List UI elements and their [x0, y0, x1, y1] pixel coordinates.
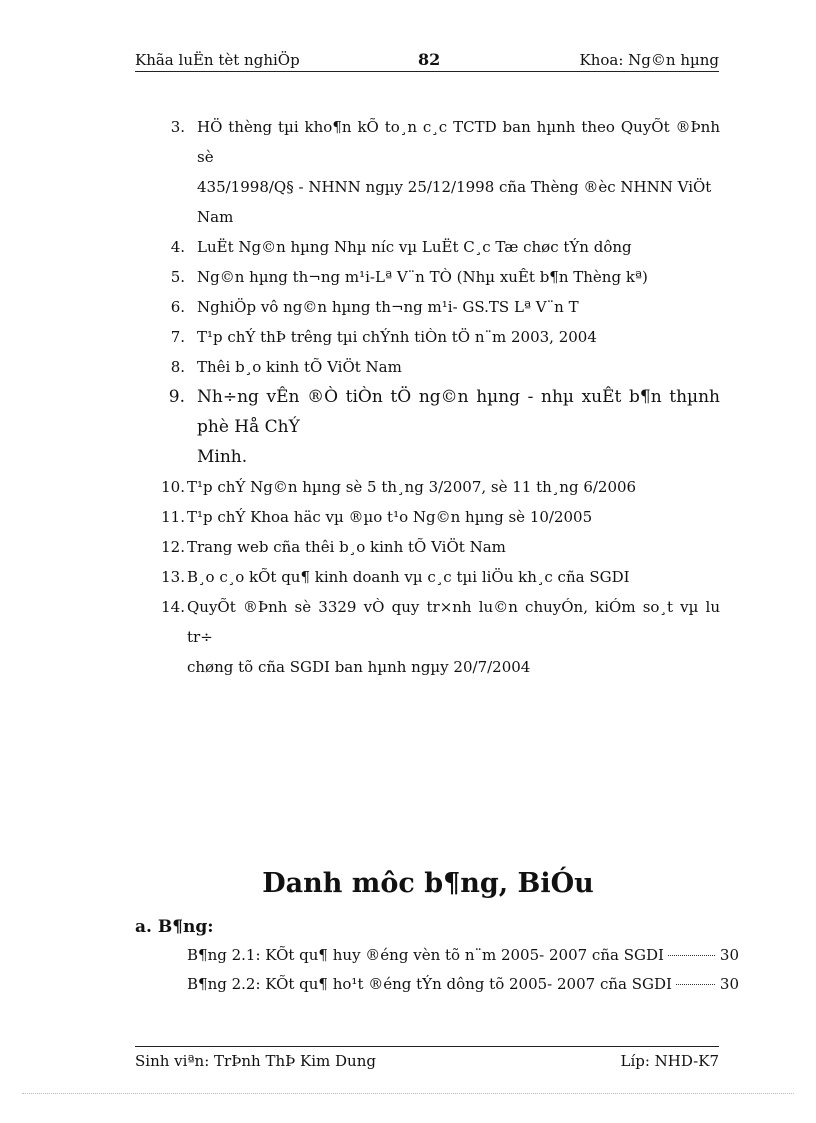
toc-entry-page: 30: [719, 946, 739, 964]
reference-item: 10. T¹p chÝ Ng©n hµng sè 5 th¸ng 3/2007, sè 11 th¸ng 6/2006: [161, 478, 637, 496]
reference-item: 14. QuyÕt ®Þnh sè 3329 vÒ quy tr×nh lu©n chuyÓn, kiÓm so¸t vµ lu tr÷ chøng tõ cña SGDI ban hµnh ngµy 20/7/2004: [161, 598, 720, 676]
page-header: [135, 49, 719, 72]
reference-item: 8. Thêi b¸o kinh tÕ ViÖt Nam: [170, 358, 402, 376]
toc-entry-label: B¶ng 2.1: KÕt qu¶ huy ®éng vèn tõ n¨m 2005- 2007 cña SGDI: [187, 946, 664, 964]
toc-entry-label: B¶ng 2.2: KÕt qu¶ ho¹t ®éng tÝn dông tõ 2005- 2007 cña SGDI: [187, 975, 672, 993]
reference-item: 6. NghiÖp vô ng©n hµng th¬ng m¹i- GS.TS Lª V¨n T: [170, 298, 579, 316]
list-title: Danh môc b¶ng, BiÓu: [262, 868, 594, 899]
reference-item: 7. T¹p chÝ thÞ trêng tµi chÝnh tiÒn tÖ n¨m 2003, 2004: [170, 328, 597, 346]
footer-student: Sinh viªn: TrÞnh ThÞ Kim Dung: [135, 1052, 376, 1070]
section-heading: a. B¶ng:: [135, 917, 214, 937]
reference-item: 12. Trang web cña thêi b¸o kinh tÕ ViÖt Nam: [161, 538, 506, 556]
header-thesis-label: Khãa luËn tèt nghiÖp: [135, 51, 300, 69]
reference-item: 4. LuËt Ng©n hµng Nhµ níc vµ LuËt C¸c Tæ chøc tÝn dông: [170, 238, 632, 256]
footer-class: Líp: NHD-K7: [620, 1052, 719, 1070]
header-faculty-label: Khoa: Ng©n hµng: [579, 51, 719, 69]
reference-item: 11. T¹p chÝ Khoa häc vµ ®µo t¹o Ng©n hµng sè 10/2005: [161, 508, 593, 526]
leader-dots: [676, 984, 715, 985]
toc-entry[interactable]: [187, 946, 739, 975]
page-footer: [135, 1046, 719, 1070]
reference-list: [160, 112, 720, 682]
leader-dots: [668, 955, 715, 956]
toc-entry-page: 30: [719, 975, 739, 993]
reference-item: 13. B¸o c¸o kÕt qu¶ kinh doanh vµ c¸c tµi liÖu kh¸c cña SGDI: [161, 568, 630, 586]
reference-item: 5. Ng©n hµng th¬ng m¹i-Lª V¨n TÒ (Nhµ xuÊt b¶n Thèng kª): [170, 268, 648, 286]
page-edge-divider: [22, 1093, 794, 1094]
table-of-tables: [187, 946, 739, 1004]
reference-item: 9. Nh÷ng vÊn ®Ò tiÒn tÖ ng©n hµng - nhµ xuÊt b¶n thµnh phè Hå ChÝ Minh.: [168, 387, 720, 467]
reference-item: 3. HÖ thèng tµi kho¶n kÕ to¸n c¸c TCTD ban hµnh theo QuyÕt ®Þnh sè 435/1998/Q§ - NHNN ngµy 25/12/1998 cña Thèng ®èc NHNN ViÖt Nam: [170, 118, 720, 226]
page-number: 82: [418, 50, 441, 69]
toc-entry[interactable]: [187, 975, 739, 1004]
